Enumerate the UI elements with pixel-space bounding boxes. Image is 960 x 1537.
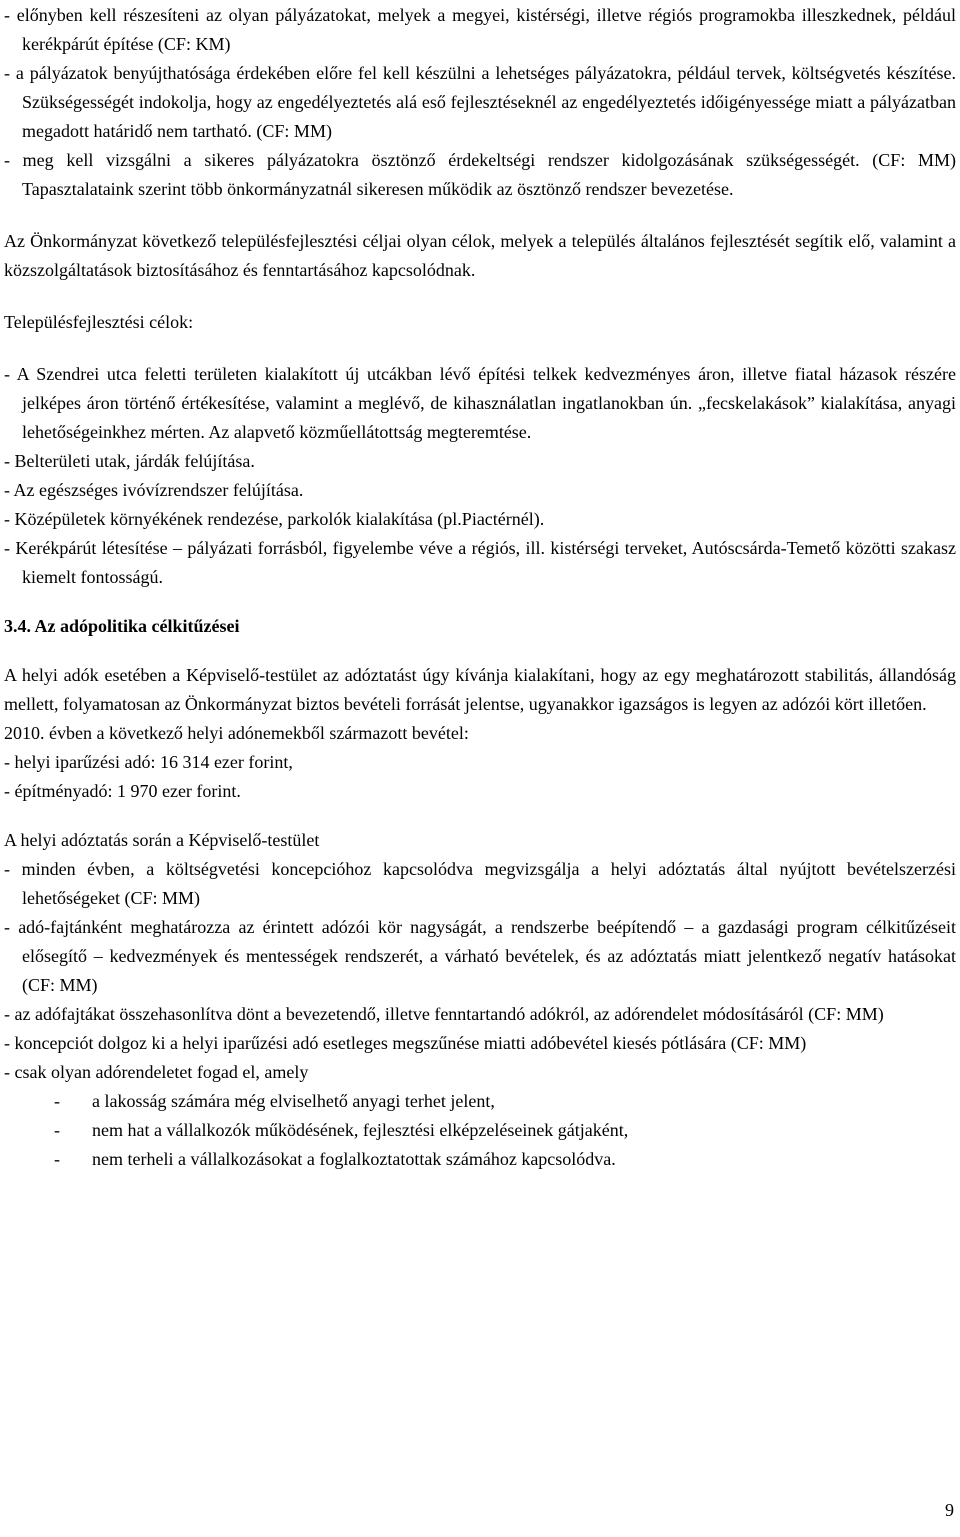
goals-title: Településfejlesztési célok:: [4, 312, 194, 332]
list-item: - csak olyan adórendeletet fogad el, amely: [4, 1062, 309, 1082]
income-intro: 2010. évben a következő helyi adónemekből származott bevétel:: [4, 723, 469, 743]
sub-dash: -: [54, 1149, 60, 1169]
sub-list-text: nem hat a vállalkozók működésének, fejlesztési elképzeléseinek gátjaként,: [92, 1120, 629, 1140]
list-item: - koncepciót dolgoz ki a helyi iparűzési adó esetleges megszűnése miatti adóbevétel kiesés pótlására (CF: MM): [4, 1033, 807, 1053]
list-item: - adó-fajtánként meghatározza az érintett adózói kör nagyságát, a rendszerbe beépítendő – a gazdasági program célkitűzéseit elősegítő – kedvezmények és mentességek rendszerét, a várható bevételek, és az adóztatás miatt jelentkező negatív hatásokat (CF: MM): [4, 917, 956, 995]
list-item: - helyi iparűzési adó: 16 314 ezer forint,: [4, 752, 293, 772]
list-item: - Belterületi utak, járdák felújítása.: [4, 451, 255, 471]
list-item: - meg kell vizsgálni a sikeres pályázatokra ösztönző érdekeltségi rendszer kidolgozásának szükségességét. (CF: MM) Tapasztalataink szerint több önkormányzatnál sikeresen működik az ösztönző rendszer bevezetése.: [4, 150, 956, 199]
sub-dash: -: [54, 1120, 60, 1140]
list-item: - Az egészséges ivóvízrendszer felújítása.: [4, 480, 304, 500]
list-item: - előnyben kell részesíteni az olyan pályázatokat, melyek a megyei, kistérségi, illetve régiós programokba illeszkednek, például kerékpárút építése (CF: KM): [4, 5, 956, 54]
list-item: - A Szendrei utca feletti területen kialakított új utcákban lévő építési telkek kedvezményes áron, illetve fiatal házasok részére jelképes áron történő értékesítése, valamint a meglévő, de kihasználatlan ingatlanokban ún. „fecskelakások” kialakítása, anyagi lehetőségeinkhez mérten. Az alapvető közműellátottság megteremtése.: [4, 364, 956, 442]
list-item: - az adófajtákat összehasonlítva dönt a bevezetendő, illetve fenntartandó adókról, az adórendelet módosításáról (CF: MM): [4, 1004, 884, 1024]
sub-list-item: [4, 1145, 956, 1174]
paragraph-goals: Az Önkormányzat következő településfejlesztési céljai olyan célok, melyek a település általános fejlesztését segítik elő, valamint a közszolgáltatások biztosításához és fenntartásához kapcsolódnak.: [4, 231, 956, 280]
list-item: - minden évben, a költségvetési koncepcióhoz kapcsolódva megvizsgálja a helyi adóztatás által nyújtott bevételszerzési lehetőségeket (CF: MM): [4, 859, 956, 908]
list-item: - a pályázatok benyújthatósága érdekében előre fel kell készülni a lehetséges pályázatokra, például tervek, költségvetés készítése. Szükségességét indokolja, hogy az engedélyeztetés alá eső fejlesztéseknél az engedélyeztetés időigényessége miatt a pályázatban megadott határidő nem tartható. (CF: MM): [4, 63, 956, 141]
sub-list-item: [4, 1087, 956, 1116]
sub-dash: -: [54, 1091, 60, 1111]
council-intro: A helyi adóztatás során a Képviselő-testület: [4, 830, 320, 850]
list-item: - építményadó: 1 970 ezer forint.: [4, 781, 241, 801]
paragraph-tax: A helyi adók esetében a Képviselő-testület az adóztatást úgy kívánja kialakítani, hogy az egy meghatározott stabilitás, állandóság mellett, folyamatosan az Önkormányzat biztos bevételi forrását jelentse, ugyanakkor igazságos is legyen az adózói kört illetően.: [4, 665, 956, 714]
document-page: [4, 0, 956, 1174]
section-title: Az adópolitika célkitűzései: [34, 616, 240, 636]
sub-list-text: a lakosság számára még elviselhető anyagi terhet jelent,: [92, 1091, 495, 1111]
list-item: - Kerékpárút létesítése – pályázati forrásból, figyelembe véve a régiós, ill. kistérségi terveket, Autóscsárda-Temető közötti szakasz kiemelt fontosságú.: [4, 538, 956, 587]
section-number: 3.4.: [4, 616, 31, 636]
page-number: 9: [945, 1500, 954, 1520]
list-item: - Középületek környékének rendezése, parkolók kialakítása (pl.Piactérnél).: [4, 509, 545, 529]
sub-list-item: [4, 1116, 956, 1145]
sub-list-text: nem terheli a vállalkozásokat a foglalkoztatottak számához kapcsolódva.: [92, 1149, 616, 1169]
section-heading: [4, 612, 956, 641]
